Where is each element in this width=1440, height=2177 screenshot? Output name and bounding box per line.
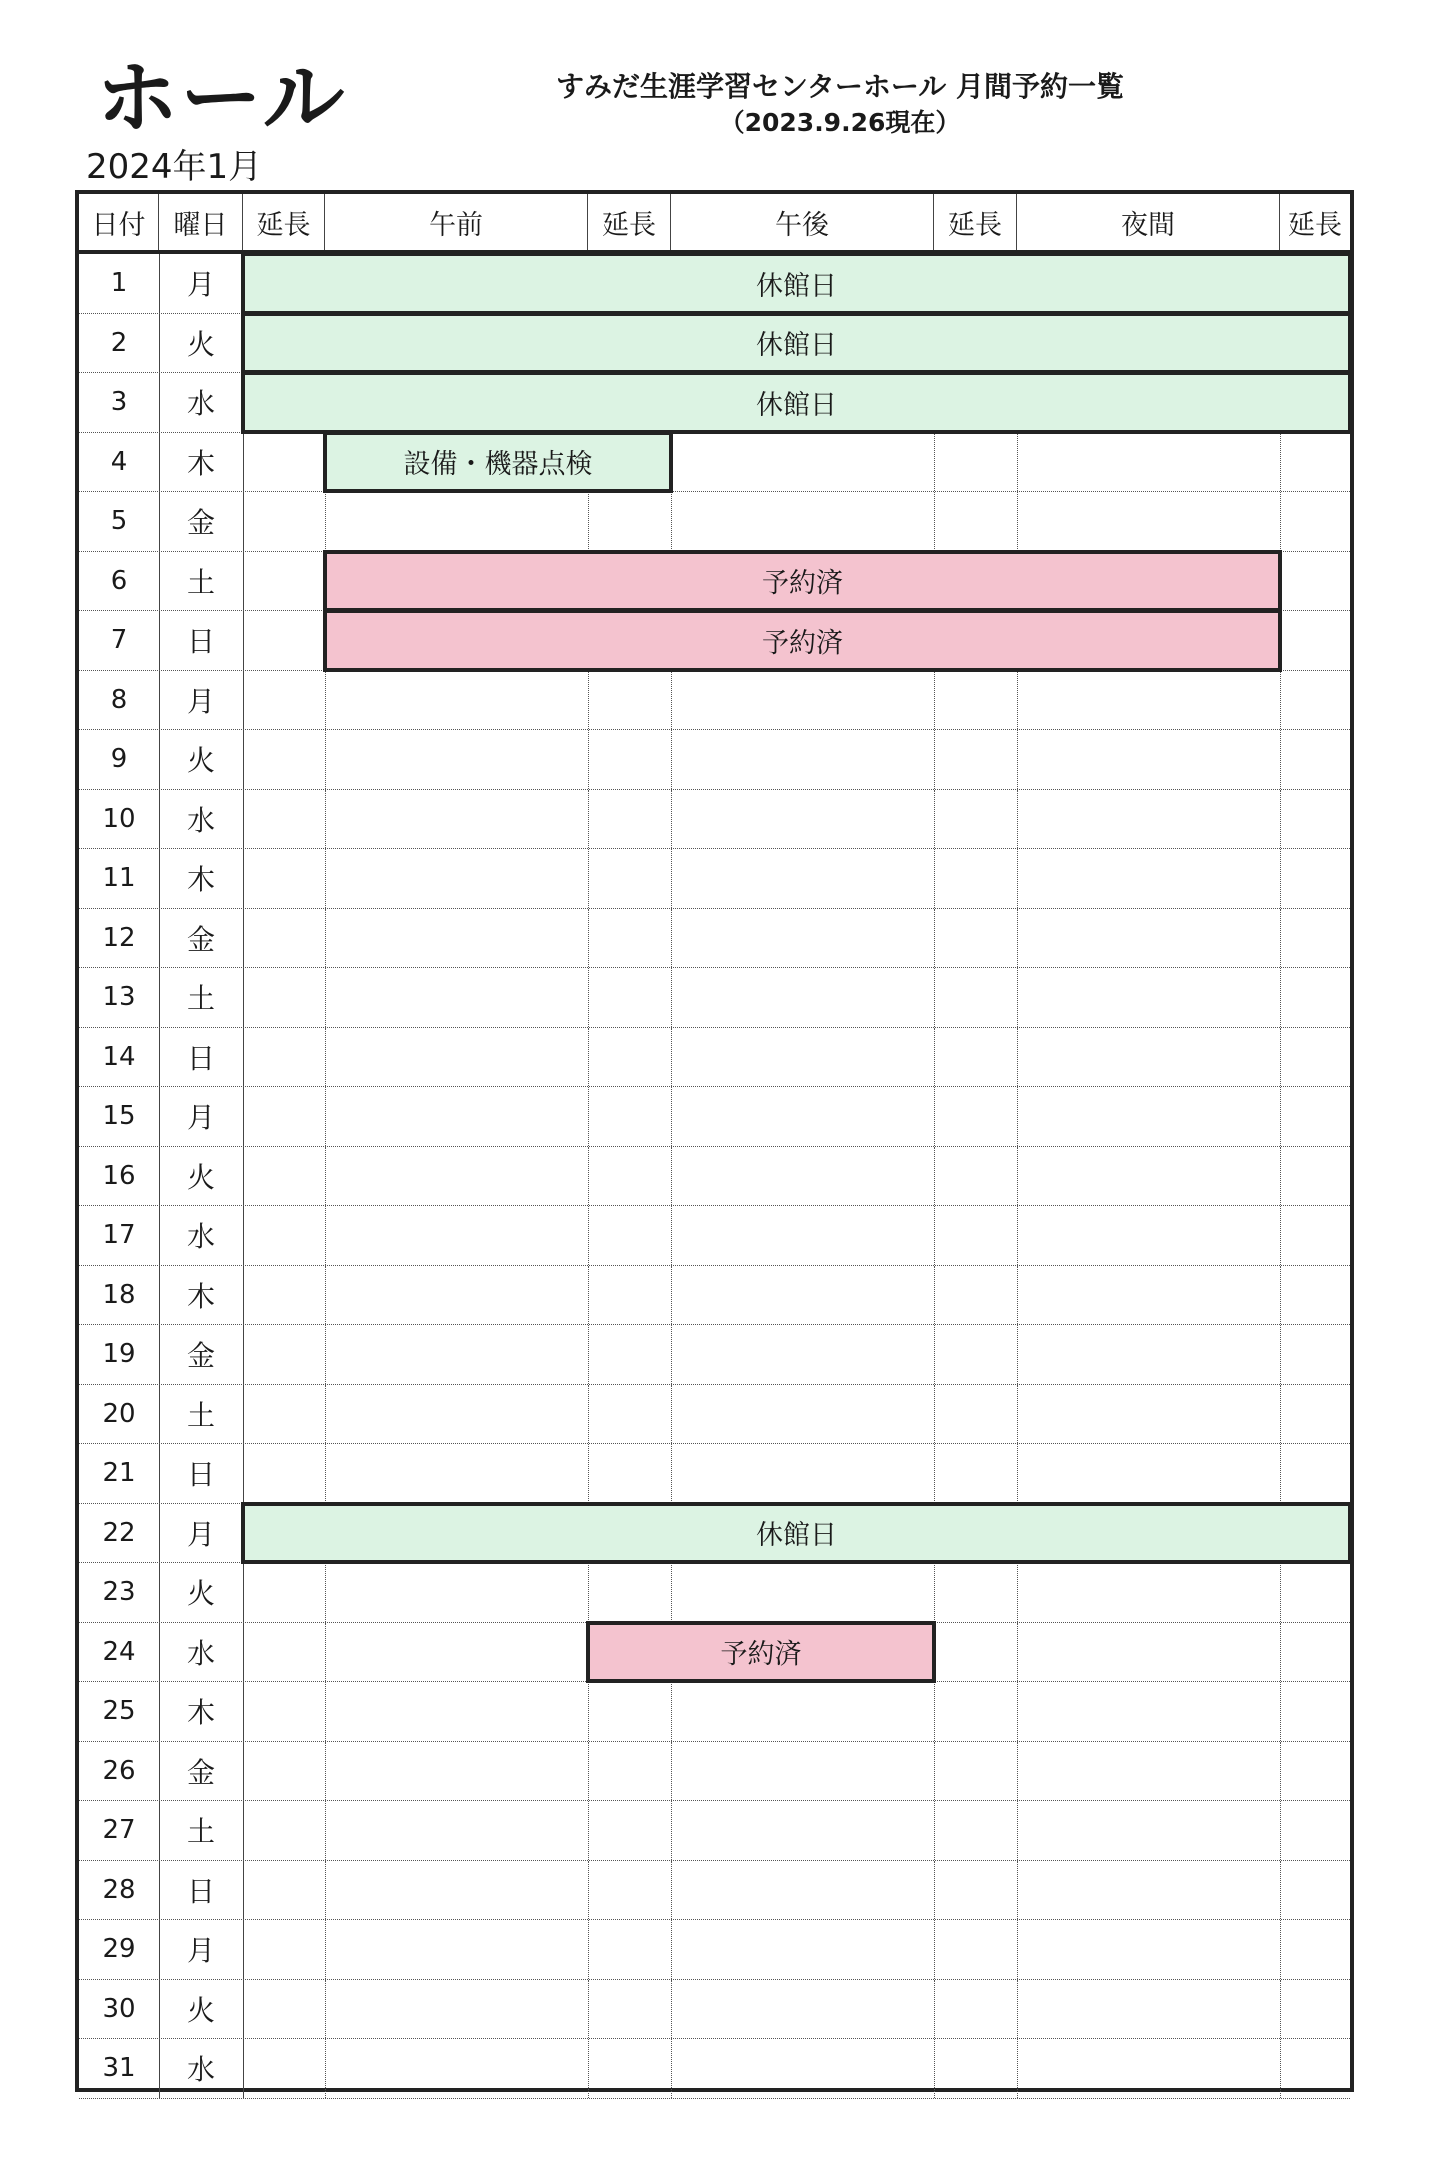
date-cell: 6 xyxy=(110,565,128,596)
column-divider xyxy=(1017,1087,1018,1146)
column-divider xyxy=(671,909,672,968)
column-divider xyxy=(671,1861,672,1920)
table-row xyxy=(79,968,1350,1028)
page-title: ホール xyxy=(96,51,347,146)
header-morning: 午前 xyxy=(325,194,588,250)
header-weekday: 曜日 xyxy=(159,194,243,250)
table-row xyxy=(79,1147,1350,1207)
column-divider xyxy=(588,1087,589,1146)
date-cell: 22 xyxy=(102,1517,136,1548)
column-divider xyxy=(243,2039,244,2098)
weekday-cell: 日 xyxy=(186,1041,215,1075)
column-divider xyxy=(243,909,244,968)
table-row xyxy=(79,1920,1350,1980)
weekday-cell: 水 xyxy=(186,1220,215,1254)
column-divider xyxy=(1280,1325,1281,1384)
column-divider xyxy=(671,1385,672,1444)
column-divider xyxy=(934,1563,935,1622)
weekday-cell: 土 xyxy=(186,1815,215,1849)
column-divider xyxy=(325,790,326,849)
weekday-cell: 火 xyxy=(186,1577,215,1611)
column-divider xyxy=(588,1801,589,1860)
table-row xyxy=(79,492,1350,552)
weekday-cell: 火 xyxy=(186,327,215,361)
month-label: 2024年1月 xyxy=(86,147,263,187)
column-divider xyxy=(588,849,589,908)
column-divider xyxy=(671,1444,672,1503)
weekday-cell: 木 xyxy=(186,1696,215,1730)
column-divider xyxy=(243,1087,244,1146)
date-cell: 29 xyxy=(102,1934,136,1965)
column-divider xyxy=(243,730,244,789)
date-cell: 23 xyxy=(102,1577,136,1608)
column-divider xyxy=(1280,1563,1281,1622)
column-divider xyxy=(1280,730,1281,789)
date-cell: 8 xyxy=(110,684,128,715)
column-divider xyxy=(325,1444,326,1503)
date-cell: 7 xyxy=(110,625,128,656)
column-divider xyxy=(325,849,326,908)
column-divider xyxy=(1017,790,1018,849)
date-cell: 30 xyxy=(102,1993,136,2024)
date-cell: 9 xyxy=(110,744,128,775)
column-divider xyxy=(671,492,672,551)
header-ext-3: 延長 xyxy=(934,194,1017,250)
column-divider xyxy=(243,790,244,849)
weekday-cell: 月 xyxy=(186,1517,215,1551)
column-divider xyxy=(243,1980,244,2039)
date-cell: 15 xyxy=(102,1101,136,1132)
column-divider xyxy=(243,1563,244,1622)
weekday-cell: 火 xyxy=(186,1160,215,1194)
column-divider xyxy=(1280,1444,1281,1503)
column-divider xyxy=(671,671,672,730)
column-divider xyxy=(1280,1266,1281,1325)
column-divider xyxy=(1280,1861,1281,1920)
column-divider xyxy=(671,1563,672,1622)
column-divider xyxy=(1017,1980,1018,2039)
column-divider xyxy=(934,730,935,789)
column-divider xyxy=(588,790,589,849)
date-cell: 3 xyxy=(110,387,128,418)
date-cell: 10 xyxy=(102,803,136,834)
booking-closed: 休館日 xyxy=(241,1502,1352,1565)
table-row xyxy=(79,1563,1350,1623)
column-divider xyxy=(325,1980,326,2039)
as-of-date: （2023.9.26現在） xyxy=(719,108,961,137)
column-divider xyxy=(671,1801,672,1860)
weekday-cell: 火 xyxy=(186,1993,215,2027)
column-divider xyxy=(1280,1980,1281,2039)
column-divider xyxy=(588,671,589,730)
header-ext-4: 延長 xyxy=(1288,209,1342,241)
column-divider xyxy=(1280,790,1281,849)
column-divider xyxy=(588,1266,589,1325)
column-divider xyxy=(243,671,244,730)
header-night: 夜間 xyxy=(1017,194,1280,250)
column-divider xyxy=(1280,1028,1281,1087)
weekday-cell: 金 xyxy=(186,1339,215,1373)
booking-closed: 休館日 xyxy=(241,252,1352,315)
column-divider xyxy=(1280,433,1281,492)
column-divider xyxy=(1280,909,1281,968)
column-divider xyxy=(243,968,244,1027)
column-divider xyxy=(934,1385,935,1444)
column-divider xyxy=(1280,1623,1281,1682)
column-divider xyxy=(1017,1563,1018,1622)
column-divider xyxy=(671,1742,672,1801)
column-divider xyxy=(588,492,589,551)
column-divider xyxy=(325,730,326,789)
date-cell: 13 xyxy=(102,982,136,1013)
column-divider xyxy=(1017,1266,1018,1325)
header-date: 日付 xyxy=(79,194,159,250)
weekday-cell: 水 xyxy=(186,2053,215,2087)
column-divider xyxy=(1017,1028,1018,1087)
table-row xyxy=(79,1682,1350,1742)
column-divider xyxy=(588,1028,589,1087)
column-divider xyxy=(1017,1861,1018,1920)
booking-closed: 休館日 xyxy=(241,312,1352,375)
column-divider xyxy=(934,1087,935,1146)
weekday-cell: 火 xyxy=(186,744,215,778)
column-divider xyxy=(243,1742,244,1801)
column-divider xyxy=(1017,1742,1018,1801)
table-row xyxy=(79,1444,1350,1504)
column-divider xyxy=(325,1028,326,1087)
column-divider xyxy=(1017,849,1018,908)
column-divider xyxy=(243,1266,244,1325)
column-divider xyxy=(243,849,244,908)
table-row xyxy=(79,909,1350,969)
weekday-cell: 日 xyxy=(186,1458,215,1492)
column-divider xyxy=(671,1028,672,1087)
column-divider xyxy=(588,1861,589,1920)
weekday-cell: 月 xyxy=(186,684,215,718)
column-divider xyxy=(243,552,244,611)
column-divider xyxy=(1280,1742,1281,1801)
column-divider xyxy=(1017,1920,1018,1979)
column-divider xyxy=(934,1325,935,1384)
weekday-cell: 木 xyxy=(186,863,215,897)
column-divider xyxy=(1017,1682,1018,1741)
header-ext-2: 延長 xyxy=(588,194,671,250)
column-divider xyxy=(325,1742,326,1801)
column-divider xyxy=(1280,849,1281,908)
column-divider xyxy=(1017,1385,1018,1444)
header-ext-1: 延長 xyxy=(243,194,325,250)
table-row xyxy=(79,1980,1350,2040)
column-divider xyxy=(243,1325,244,1384)
column-divider xyxy=(243,1385,244,1444)
table-row xyxy=(79,1385,1350,1445)
weekday-cell: 水 xyxy=(186,803,215,837)
column-divider xyxy=(588,909,589,968)
column-divider xyxy=(1280,1920,1281,1979)
column-divider xyxy=(325,1266,326,1325)
column-divider xyxy=(588,1325,589,1384)
date-cell: 4 xyxy=(110,446,128,477)
column-divider xyxy=(588,1682,589,1741)
column-divider xyxy=(1017,909,1018,968)
weekday-cell: 水 xyxy=(186,387,215,421)
column-divider xyxy=(934,1861,935,1920)
column-divider xyxy=(1017,2039,1018,2098)
column-divider xyxy=(934,1028,935,1087)
date-cell: 5 xyxy=(110,506,128,537)
column-divider xyxy=(325,671,326,730)
table-row xyxy=(79,1801,1350,1861)
column-divider xyxy=(588,1980,589,2039)
column-divider xyxy=(588,730,589,789)
weekday-cell: 土 xyxy=(186,1398,215,1432)
weekday-cell: 日 xyxy=(186,625,215,659)
column-divider xyxy=(1017,730,1018,789)
booking-maintenance: 設備・機器点検 xyxy=(323,431,673,494)
column-divider xyxy=(934,909,935,968)
column-divider xyxy=(934,1801,935,1860)
column-divider xyxy=(243,1801,244,1860)
column-divider xyxy=(325,1147,326,1206)
booking-reserved: 予約済 xyxy=(586,1621,936,1684)
weekday-cell: 月 xyxy=(186,1934,215,1968)
column-divider xyxy=(671,1325,672,1384)
column-divider xyxy=(325,1801,326,1860)
column-divider xyxy=(243,1147,244,1206)
column-divider xyxy=(588,968,589,1027)
date-cell: 19 xyxy=(102,1339,136,1370)
column-divider xyxy=(934,492,935,551)
weekday-cell: 金 xyxy=(186,506,215,540)
column-divider xyxy=(1017,1325,1018,1384)
column-divider xyxy=(934,1682,935,1741)
date-cell: 1 xyxy=(110,268,128,299)
table-row xyxy=(79,433,1350,493)
date-cell: 2 xyxy=(110,327,128,358)
column-divider xyxy=(1017,1206,1018,1265)
column-divider xyxy=(1017,433,1018,492)
column-divider xyxy=(1280,2039,1281,2098)
column-divider xyxy=(934,1206,935,1265)
column-divider xyxy=(588,1385,589,1444)
column-divider xyxy=(325,909,326,968)
table-row xyxy=(79,1742,1350,1802)
weekday-cell: 水 xyxy=(186,1636,215,1670)
column-divider xyxy=(1017,968,1018,1027)
column-divider xyxy=(1280,492,1281,551)
weekday-cell: 木 xyxy=(186,446,215,480)
column-divider xyxy=(588,2039,589,2098)
column-divider xyxy=(671,2039,672,2098)
column-divider xyxy=(671,1147,672,1206)
column-divider xyxy=(934,1444,935,1503)
column-divider xyxy=(934,1980,935,2039)
table-row xyxy=(79,1087,1350,1147)
column-divider xyxy=(671,1980,672,2039)
weekday-cell: 月 xyxy=(186,1101,215,1135)
weekday-cell: 日 xyxy=(186,1874,215,1908)
column-divider xyxy=(243,433,244,492)
column-divider xyxy=(671,790,672,849)
column-divider xyxy=(588,1147,589,1206)
column-divider xyxy=(325,1623,326,1682)
table-row xyxy=(79,1266,1350,1326)
date-cell: 14 xyxy=(102,1041,136,1072)
column-divider xyxy=(1280,1087,1281,1146)
date-cell: 11 xyxy=(102,863,136,894)
column-divider xyxy=(325,1087,326,1146)
weekday-cell: 土 xyxy=(186,565,215,599)
table-row xyxy=(79,1206,1350,1266)
column-divider xyxy=(671,849,672,908)
date-cell: 16 xyxy=(102,1160,136,1191)
document-subtitle: すみだ生涯学習センターホール 月間予約一覧 xyxy=(555,70,1125,103)
column-divider xyxy=(1017,1623,1018,1682)
column-divider xyxy=(1017,1801,1018,1860)
column-divider xyxy=(243,611,244,670)
column-divider xyxy=(1280,1801,1281,1860)
column-divider xyxy=(934,968,935,1027)
column-divider xyxy=(588,1444,589,1503)
column-divider xyxy=(243,1920,244,1979)
column-divider xyxy=(325,1385,326,1444)
column-divider xyxy=(1280,1682,1281,1741)
date-cell: 31 xyxy=(102,2053,136,2084)
column-divider xyxy=(325,1682,326,1741)
weekday-cell: 土 xyxy=(186,982,215,1016)
column-divider xyxy=(243,1028,244,1087)
table-row xyxy=(79,2039,1350,2099)
column-divider xyxy=(1280,968,1281,1027)
column-divider xyxy=(934,1742,935,1801)
date-cell: 17 xyxy=(102,1220,136,1251)
table-row xyxy=(79,1325,1350,1385)
column-divider xyxy=(325,1325,326,1384)
booking-reserved: 予約済 xyxy=(323,609,1282,672)
column-divider xyxy=(1017,1444,1018,1503)
booking-reserved: 予約済 xyxy=(323,550,1282,613)
table-row xyxy=(79,790,1350,850)
column-divider xyxy=(934,1266,935,1325)
column-divider xyxy=(243,1861,244,1920)
column-divider xyxy=(1280,1147,1281,1206)
weekday-cell: 木 xyxy=(186,1279,215,1313)
weekday-cell: 月 xyxy=(186,268,215,302)
column-divider xyxy=(243,1206,244,1265)
column-divider xyxy=(1017,671,1018,730)
column-divider xyxy=(325,2039,326,2098)
column-divider xyxy=(243,1444,244,1503)
column-divider xyxy=(325,1206,326,1265)
column-divider xyxy=(671,968,672,1027)
date-cell: 26 xyxy=(102,1755,136,1786)
date-cell: 27 xyxy=(102,1815,136,1846)
column-divider xyxy=(934,1147,935,1206)
column-divider xyxy=(325,1563,326,1622)
column-divider xyxy=(588,1563,589,1622)
column-divider xyxy=(671,1682,672,1741)
column-divider xyxy=(934,849,935,908)
column-divider xyxy=(671,1920,672,1979)
column-divider xyxy=(325,1920,326,1979)
column-divider xyxy=(1017,492,1018,551)
column-divider xyxy=(671,1206,672,1265)
column-divider xyxy=(243,1623,244,1682)
booking-closed: 休館日 xyxy=(241,371,1352,434)
weekday-cell: 金 xyxy=(186,1755,215,1789)
table-row xyxy=(79,849,1350,909)
column-divider xyxy=(325,1861,326,1920)
weekday-cell: 金 xyxy=(186,922,215,956)
column-divider xyxy=(1280,671,1281,730)
table-row xyxy=(79,1028,1350,1088)
column-divider xyxy=(934,433,935,492)
column-divider xyxy=(1017,1147,1018,1206)
column-divider xyxy=(588,1742,589,1801)
column-divider xyxy=(243,1682,244,1741)
date-cell: 12 xyxy=(102,922,136,953)
column-divider xyxy=(671,730,672,789)
reservation-table xyxy=(75,190,1354,2092)
column-divider xyxy=(1280,1206,1281,1265)
column-divider xyxy=(325,492,326,551)
column-divider xyxy=(325,968,326,1027)
column-divider xyxy=(588,1920,589,1979)
column-divider xyxy=(1280,1385,1281,1444)
column-divider xyxy=(671,1087,672,1146)
table-row xyxy=(79,730,1350,790)
column-divider xyxy=(934,1920,935,1979)
date-cell: 21 xyxy=(102,1458,136,1489)
date-cell: 20 xyxy=(102,1398,136,1429)
column-divider xyxy=(934,671,935,730)
column-divider xyxy=(671,1266,672,1325)
column-divider xyxy=(588,1206,589,1265)
header-afternoon: 午後 xyxy=(671,194,934,250)
date-cell: 25 xyxy=(102,1696,136,1727)
date-cell: 28 xyxy=(102,1874,136,1905)
column-divider xyxy=(934,2039,935,2098)
column-divider xyxy=(934,790,935,849)
date-cell: 24 xyxy=(102,1636,136,1667)
column-divider xyxy=(243,492,244,551)
date-cell: 18 xyxy=(102,1279,136,1310)
table-row xyxy=(79,671,1350,731)
table-row xyxy=(79,1861,1350,1921)
